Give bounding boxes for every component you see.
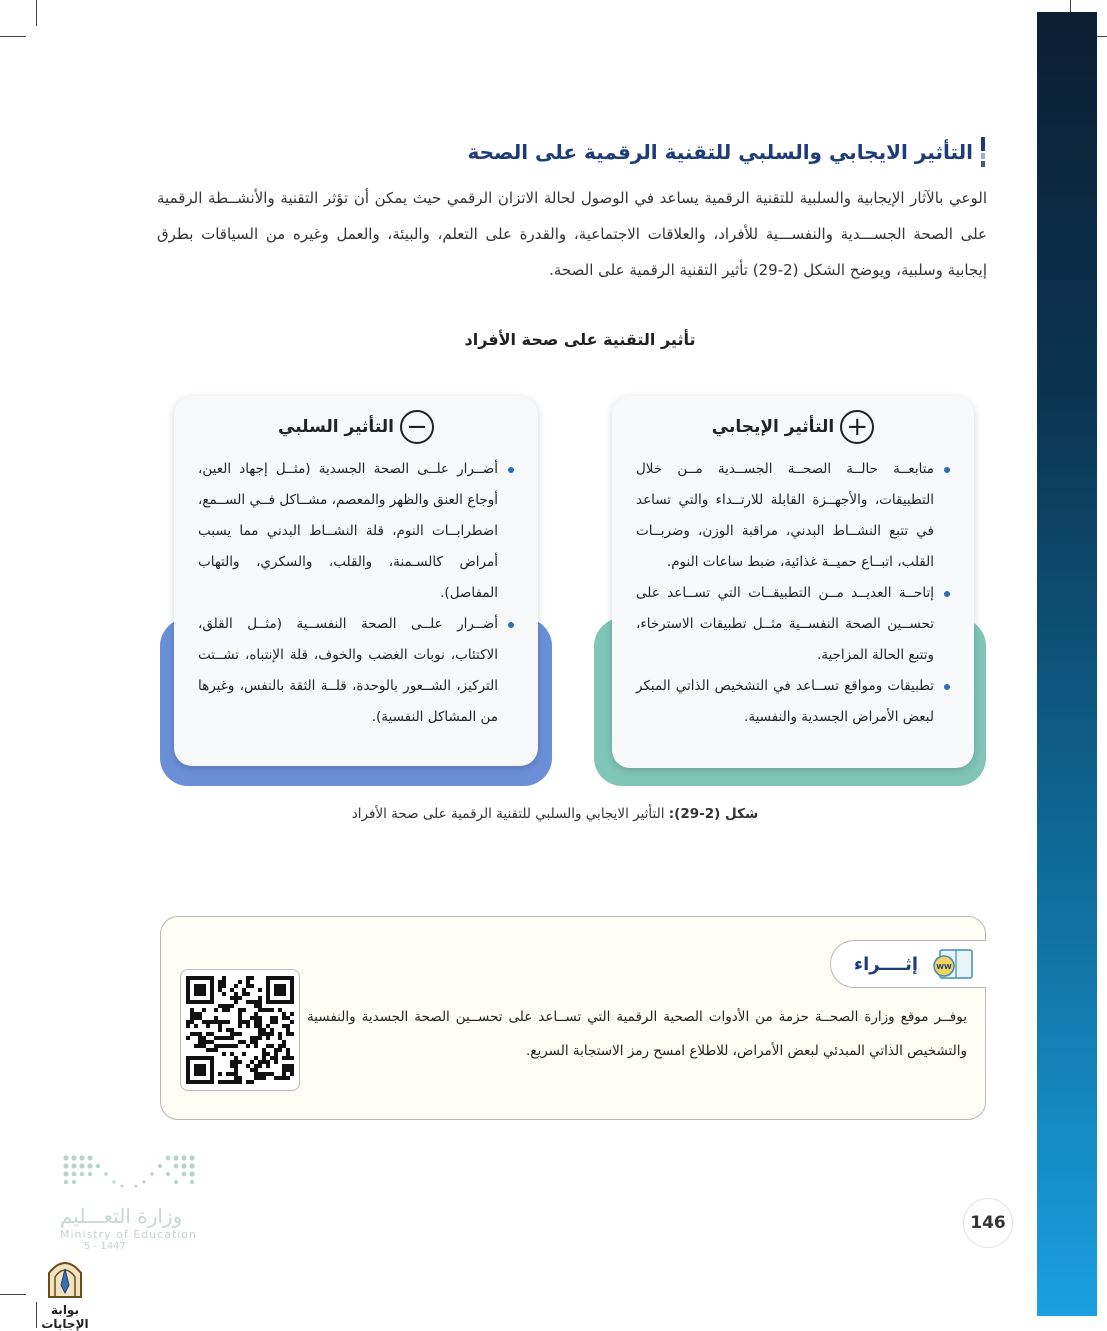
ministry-name-en: Ministry of Education [60,1228,198,1241]
list-item: إتاحــة العديــد مــن التطبيقــات التي تســاعد على تحســين الصحة النفســية مثــل تطبيقات الاسترخاء، وتتبع الحالة المزاجية. [636,578,950,671]
negative-list [198,454,514,733]
crop-mark [0,1294,26,1295]
site-logo-name: بوابة الإجابات [41,1303,89,1331]
plus-icon: + [840,410,874,444]
negative-card-title: التأثير السلبي [278,417,394,437]
positive-card-title: التأثير الإيجابي [711,417,835,437]
positive-impact-card [612,396,974,768]
enrichment-tab [830,940,986,988]
crop-mark [0,36,26,37]
figure-caption [0,806,1107,822]
positive-card-header [636,410,950,444]
section-header [150,134,985,170]
negative-card-header [198,410,514,444]
section-title: التأثير الايجابي والسلبي للتقنية الرقمية على الصحة [467,140,973,164]
positive-list [636,454,950,733]
figure-caption-text: التأثير الايجابي والسلبي للتقنية الرقمية على صحة الأفراد [351,806,669,822]
pen-arch-icon [45,1255,85,1299]
qr-code[interactable] [180,969,300,1091]
ministry-year: 5 - 1447 [84,1241,126,1252]
list-item: متابعــة حالــة الصحــة الجســدية مــن خلال التطبيقات، والأجهــزة القابلة للارتــداء والتي تساعد في تتبع النشــاط البدني، مراقبة الوزن، وضربــات القلب، اتبــاع حميــة غذائية، ضبط ساعات النوم. [636,454,950,578]
site-logo [28,1255,102,1331]
crop-mark [36,0,37,26]
ministry-name-ar: وزارة التعـــليم [60,1204,183,1228]
page-number: 146 [963,1198,1013,1248]
list-item: أضــرار علــى الصحة الجسدية (مثــل إجهاد العين، أوجاع العنق والظهر والمعصم، مشــاكل فــي الســمع، اضطرابــات النوم، قلة النشــاط البدني مما يسبب أمراض كالسـمنة، والقلب، والسكري، والتهاب المفاصل). [198,454,514,609]
page-edge-bar [1037,12,1097,1316]
list-item: تطبيقات ومواقع تســاعد في التشخيص الذاتي المبكر لبعض الأمراض الجسدية والنفسية. [636,671,950,733]
enrichment-text: يوفــر موقع وزارة الصحــة حزمة من الأدوات الصحية الرقمية التي تســاعد على تحســين الصحة الجسدية والنفسية والتشخيص الذاتي المبدئي لبعض الأمراض، للاطلاع امسح رمز الاستجابة السريع. [307,1009,967,1059]
intro-paragraph: الوعي بالآثار الإيجابية والسلبية للتقنية الرقمية يساعد في الوصول لحالة الاتزان الرقمي حيث يمكن أن تؤثر التقنية والأنشــطة الرقمية على الصحة الجســـدية والنفســـية للأفراد، والعلاقات الاجتماعية، والقدرة على التعلم، والبيئة، والعمل وغيره من السياقات بطرق إيجابية وسلبية، ويوضح الشكل (2-29) تأثير التقنية الرقمية على الصحة. [157,189,987,279]
ministry-logo [60,1152,210,1252]
figure-title: تأثير التقنية على صحة الأفراد [464,330,696,349]
svg-text:WW: WW [936,963,952,971]
title-marker-icon [981,137,985,167]
figure-caption-label: شكل (2-29): [668,806,759,822]
list-item: أضــرار علــى الصحة النفســية (مثــل القلق، الاكتئاب، نوبات الغضب والخوف، قلة الإنتباه، تشــتت التركيز، الشــعور بالوحدة، قلــة الثقة بالنفس، وغيرها من المشاكل النفسية). [198,609,514,733]
enrichment-label: إثــــراء [853,953,918,975]
qr-code-image [186,976,294,1084]
book-globe-icon [930,946,976,982]
ministry-dots-icon [60,1152,200,1196]
minus-icon: − [400,410,434,444]
negative-impact-card [174,396,538,766]
